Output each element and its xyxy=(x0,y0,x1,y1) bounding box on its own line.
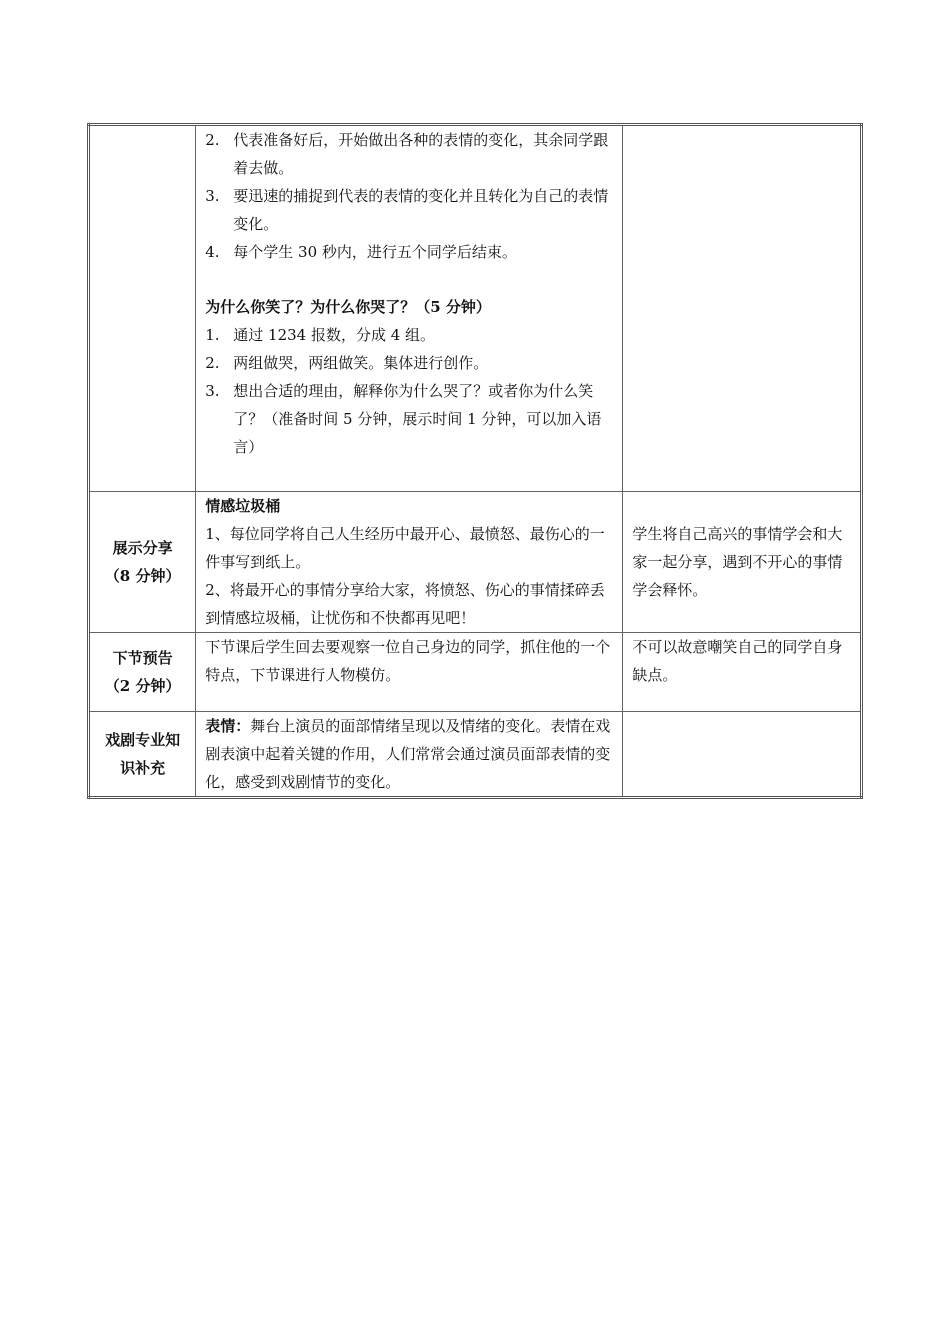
row-label-empty xyxy=(89,125,196,492)
knowledge-text xyxy=(196,712,622,796)
sharing-paragraph-1: 1、每位同学将自己人生经历中最开心、最愤怒、最伤心的一件事写到纸上。 xyxy=(205,525,605,571)
sharing-title: 情感垃圾桶 xyxy=(205,497,281,515)
sharing-note: 学生将自己高兴的事情学会和大家一起分享，遇到不开心的事情学会释怀。 xyxy=(632,525,843,599)
list-item: 3. 要迅速的捕捉到代表的表情的变化并且转化为自己的表情变化。 xyxy=(205,187,609,233)
activity-content-cell xyxy=(196,125,623,492)
lesson-plan-table xyxy=(87,123,863,799)
cry-laugh-steps-list xyxy=(205,321,614,461)
row-label-sharing: 展示分享 （8 分钟） xyxy=(89,492,196,633)
expression-steps-list xyxy=(205,126,614,266)
sharing-note-cell xyxy=(623,492,862,633)
row-label-preview: 下节预告 （2 分钟） xyxy=(89,633,196,712)
list-item: 3. 想出合适的理由，解释你为什么哭了？或者你为什么笑了？（准备时间 5 分钟，展示时间 1 分钟，可以加入语言） xyxy=(205,382,602,456)
row-label-drama-knowledge: 戏剧专业知 识补充 xyxy=(89,712,196,798)
sharing-content-cell xyxy=(196,492,623,633)
sharing-paragraph-2: 2、将最开心的事情分享给大家，将愤怒、伤心的事情揉碎丢到情感垃圾桶，让忧伤和不快都再见吧！ xyxy=(205,581,605,627)
preview-text: 下节课后学生回去要观察一位自己身边的同学，抓住他的一个特点，下节课进行人物模仿。 xyxy=(205,638,611,684)
list-item: 4. 每个学生 30 秒内，进行五个同学后结束。 xyxy=(205,243,517,261)
knowledge-definition: 舞台上演员的面部情绪呈现以及情绪的变化。表情在戏剧表演中起着关键的作用，人们常常会通过演员面部表情的变化，感受到戏剧情节的变化。 xyxy=(205,717,611,791)
knowledge-note-cell-empty xyxy=(623,712,862,798)
table-row-preview xyxy=(89,633,862,712)
table-row-drama-knowledge xyxy=(89,712,862,798)
list-item: 1. 通过 1234 报数，分成 4 组。 xyxy=(205,326,436,344)
knowledge-term: 表情： xyxy=(205,717,251,735)
knowledge-content-cell xyxy=(196,712,623,798)
list-item: 2. 代表准备好后，开始做出各种的表情的变化，其余同学跟着去做。 xyxy=(205,131,609,177)
table-row-activity-continued xyxy=(89,125,862,492)
list-item: 2. 两组做哭，两组做笑。集体进行创作。 xyxy=(205,354,489,372)
table-row-sharing xyxy=(89,492,862,633)
activity-heading: 为什么你笑了？为什么你哭了？（5 分钟） xyxy=(205,298,491,316)
preview-content-cell xyxy=(196,633,623,712)
note-cell-empty xyxy=(623,125,862,492)
preview-note-cell xyxy=(623,633,862,712)
preview-note: 不可以故意嘲笑自己的同学自身缺点。 xyxy=(632,638,843,684)
